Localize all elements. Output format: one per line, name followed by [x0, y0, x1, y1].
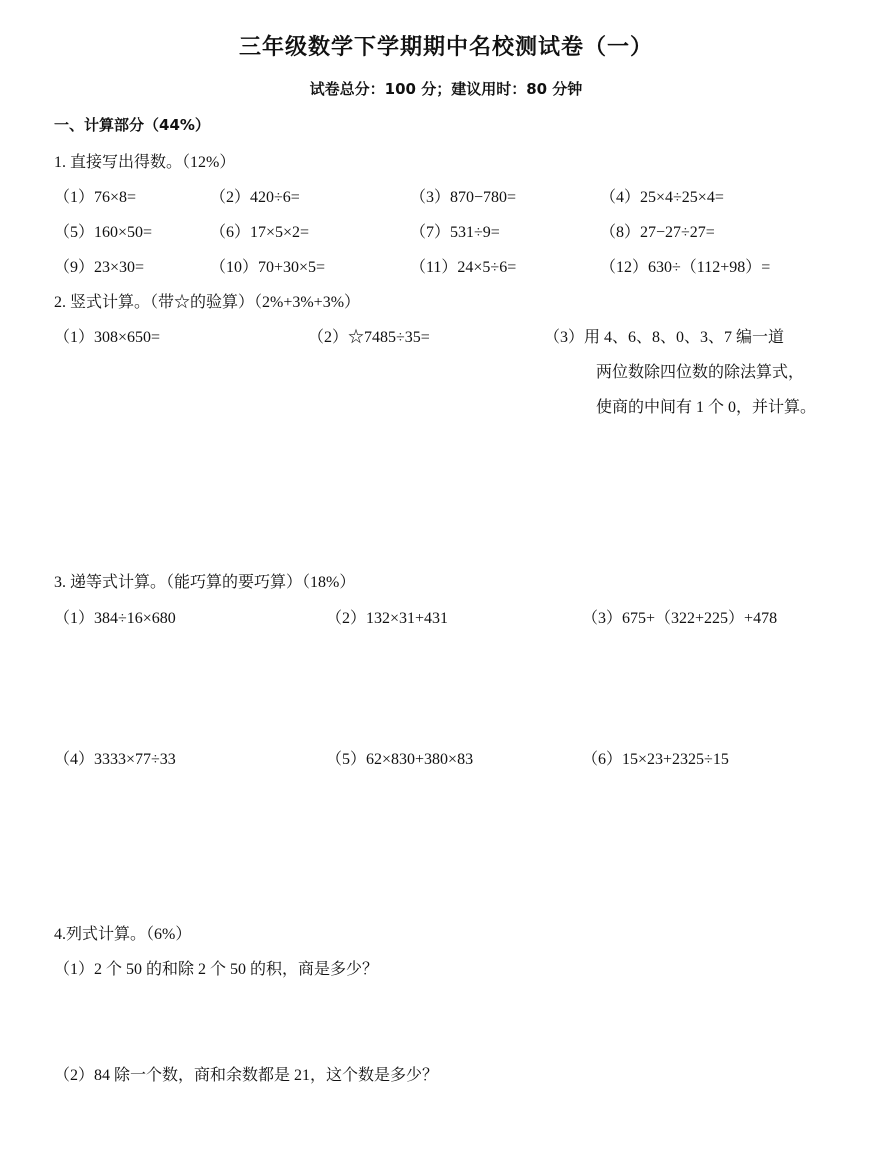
q3-item: （4）3333×77÷33	[54, 751, 176, 768]
q1-item: （4）25×4÷25×4=	[600, 189, 724, 206]
question-1-title: 1. 直接写出得数。（12%）	[54, 154, 236, 171]
q4-item: （1）2 个 50 的和除 2 个 50 的积，商是多少？	[54, 961, 379, 978]
q1-item: （3）870−780=	[410, 189, 517, 206]
q3-item: （6）15×23+2325÷15	[582, 751, 729, 768]
q2-item-3-line: 两位数除四位数的除法算式，	[596, 364, 805, 381]
q3-item: （2）132×31+431	[326, 610, 449, 627]
q2-item-3-line: 使商的中间有 1 个 0，并计算。	[596, 399, 817, 416]
q1-item: （9）23×30=	[54, 259, 145, 276]
q1-item: （10）70+30×5=	[210, 259, 326, 276]
question-4-title: 4.列式计算。（6%）	[54, 926, 192, 943]
q2-item-3-line: （3）用 4、6、8、0、3、7 编一道	[544, 329, 785, 346]
q2-item: （1）308×650=	[54, 329, 161, 346]
q1-item: （7）531÷9=	[410, 224, 500, 241]
q1-item: （2）420÷6=	[210, 189, 300, 206]
q1-item: （8）27−27÷27=	[600, 224, 715, 241]
q1-item: （1）76×8=	[54, 189, 137, 206]
q1-item: （11）24×5÷6=	[410, 259, 517, 276]
q3-item: （1）384÷16×680	[54, 610, 176, 627]
question-2-title: 2. 竖式计算。（带☆的验算）（2%+3%+3%）	[54, 294, 361, 311]
page-subtitle: 试卷总分：100 分；建议用时：80 分钟	[309, 80, 583, 98]
q4-item: （2）84 除一个数，商和余数都是 21，这个数是多少？	[54, 1067, 439, 1084]
q1-item: （5）160×50=	[54, 224, 153, 241]
q3-item: （5）62×830+380×83	[326, 751, 474, 768]
q3-item: （3）675+（322+225）+478	[582, 610, 778, 627]
q1-item: （12）630÷（112+98）=	[600, 259, 771, 276]
question-3-title: 3. 递等式计算。（能巧算的要巧算）（18%）	[54, 574, 356, 591]
section-heading: 一、计算部分（44%）	[54, 116, 210, 134]
q2-item: （2）☆7485÷35=	[308, 329, 430, 346]
page-title: 三年级数学下学期期中名校测试卷（一）	[238, 35, 653, 60]
q1-item: （6）17×5×2=	[210, 224, 310, 241]
